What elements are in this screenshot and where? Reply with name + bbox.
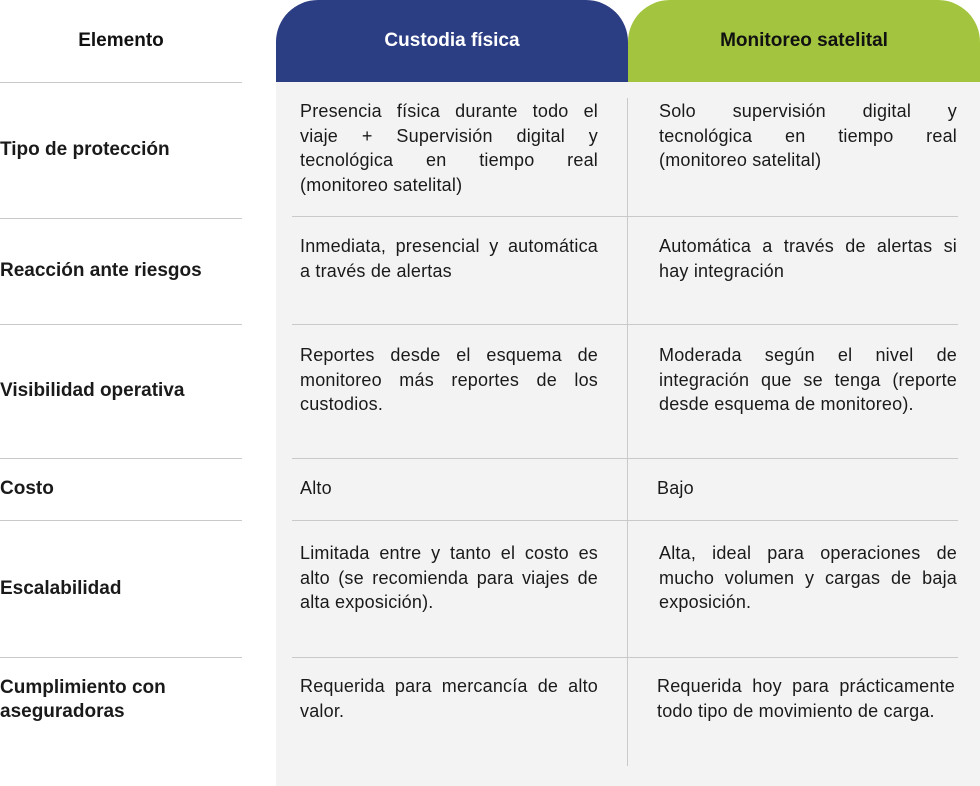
row-separator — [292, 324, 958, 325]
cell-monitoreo-tipo-proteccion: Solo supervisión digital y tecnológica en tiempo real (monitoreo satelital) — [659, 101, 957, 170]
row-separator — [292, 458, 958, 459]
row-separator — [292, 657, 958, 658]
row-label-cumplimiento-aseguradoras: Cumplimiento con aseguradoras — [0, 677, 166, 722]
cell-monitoreo-escalabilidad: Alta, ideal para operaciones de mucho volumen y cargas de baja exposición. — [659, 543, 957, 612]
row-label-visibilidad-operativa: Visibilidad operativa — [0, 380, 185, 401]
column-divider — [627, 98, 628, 766]
row-separator — [292, 216, 958, 217]
cell-custodia-tipo-proteccion: Presencia física durante todo el viaje + Supervisión digital y tecnológica en tiempo real (monitoreo satelital) — [300, 101, 598, 195]
header-monitoreo-satelital: Monitoreo satelital — [628, 0, 980, 82]
header-element: Elemento — [78, 30, 164, 51]
row-label-escalabilidad: Escalabilidad — [0, 577, 122, 599]
row-label-reaccion-riesgos: Reacción ante riesgos — [0, 260, 202, 281]
cell-custodia-visibilidad-operativa: Reportes desde el esquema de monitoreo más reportes de los custodios. — [300, 345, 598, 414]
cell-custodia-escalabilidad: Limitada entre y tanto el costo es alto (se recomienda para viajes de alta exposición). — [300, 543, 598, 612]
row-separator — [292, 520, 958, 521]
row-label-tipo-proteccion: Tipo de protección — [0, 139, 170, 160]
row-separator — [0, 657, 242, 658]
cell-custodia-costo: Alto — [300, 478, 332, 498]
cell-monitoreo-costo: Bajo — [657, 478, 694, 498]
cell-monitoreo-visibilidad-operativa: Moderada según el nivel de integración que se tenga (reporte desde esquema de monitoreo). — [659, 345, 957, 414]
cell-monitoreo-cumplimiento: Requerida hoy para prácticamente todo tipo de movimiento de carga. — [657, 676, 955, 721]
row-label-costo: Costo — [0, 478, 54, 499]
cell-custodia-reaccion-riesgos: Inmediata, presencial y automática a través de alertas — [300, 236, 598, 281]
header-custodia-fisica: Custodia física — [276, 0, 628, 82]
cell-monitoreo-reaccion-riesgos: Automática a través de alertas si hay integración — [659, 236, 957, 281]
cell-custodia-cumplimiento: Requerida para mercancía de alto valor. — [300, 676, 598, 721]
